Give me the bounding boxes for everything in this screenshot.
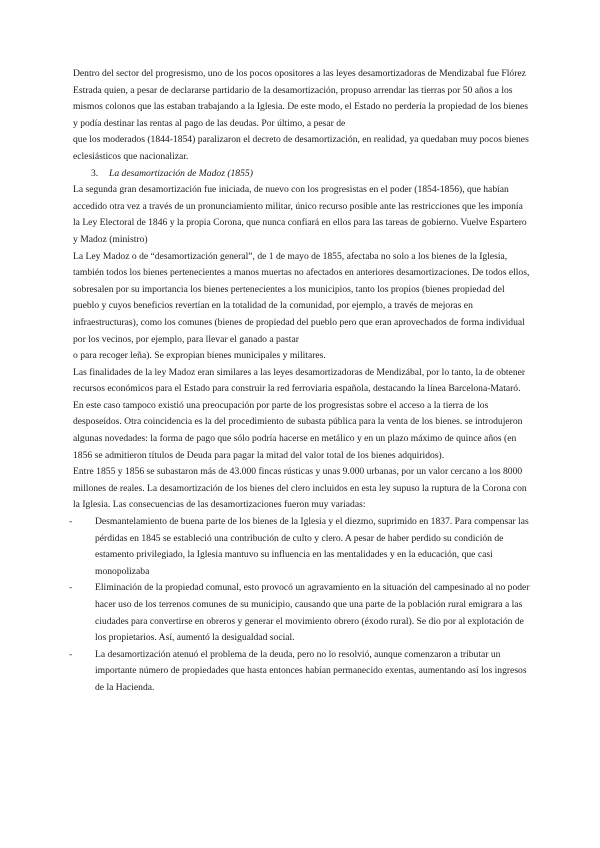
list-item-text: Desmantelamiento de buena parte de los bienes de la Iglesia y el diezmo, suprimido en 1837. Para compensar las pérdidas en 1845 se estableció una contribución de culto y clero. A pesar de haber perdido su condición de estamento privilegiado, la Iglesia mantuvo su influencia en las mentalidades y en la educación, que casi monopolizaba — [95, 516, 529, 577]
bullet-dash: - — [69, 516, 73, 528]
section-heading-number: 3. — [91, 167, 99, 179]
list-item — [69, 580, 531, 646]
list-item — [69, 514, 531, 580]
document-page — [69, 66, 531, 697]
bullet-dash: - — [69, 648, 73, 660]
paragraph-finalidades: Las finalidades de la ley Madoz eran similares a las leyes desamortizadoras de Mendizábal, por lo tanto, la de obtener recursos económicos para el Estado para construir la red ferroviaria española, destacando la línea Barcelona-Mataró. En este caso tampoco existió una preocupación por parte de los progresistas sobre el acceso a la tierra de los desposeídos. Otra coincidencia es la del procedimiento de subasta pública para la venta de los bienes. se introdujeron algunas novedades: la forma de pago que sólo podría hacerse en metálico y en un plazo máximo de quince años (en 1856 se admitieron títulos de Deuda para pagar la mitad del valor total de los bienes adquiridos). — [73, 366, 526, 461]
bullet-dash: - — [69, 582, 73, 594]
paragraph-florez-estrada: Dentro del sector del progresismo, uno de los pocos opositores a las leyes desamortizadoras de Mendizabal fue Flórez Estrada quien, a pesar de declararse partidario de la desamortización, propuso arrendar las tierras por 50 años a los mismos colonos que las estaban trabajando a la Iglesia. De este modo, el Estado no perdería la propiedad de los bienes y podía destinar las rentas al pago de las deudas. Por último, a pesar de — [73, 68, 529, 129]
consequences-list — [69, 514, 531, 697]
paragraph-lena: o para recoger leña). Se expropian bienes municipales y militares. — [73, 350, 326, 362]
section-heading — [73, 166, 531, 183]
paragraph-subastas: Entre 1855 y 1856 se subastaron más de 43.000 fincas rústicas y unas 9.000 urbanas, por un valor cercano a los 8000 millones de reales. La desamortización de los bienes del clero incluidos en esta ley supuso la ruptura de la Corona con la Iglesia. Las consecuencias de las desamortizaciones fueron muy variadas: — [73, 466, 527, 511]
paragraph-ley-madoz: La Ley Madoz o de “desamortización general”, de 1 de mayo de 1855, afectaba no solo a los bienes de la Iglesia, también todos los bienes pertenecientes a manos muertas no afectados en anteriores desamortizaciones. De todos ellos, sobresalen por su importancia los bienes pertenecientes a los municipios, tanto los propios (bienes propiedad del pueblo y cuyos beneficios revertían en la totalidad de la comunidad, por ejemplo, a través de mejoras en infraestructuras), como los comunes (bienes de propiedad del pueblo pero que eran aprovechados de forma individual por los vecinos, por ejemplo, para llevar el ganado a pastar — [73, 250, 530, 345]
list-item-text: La desamortización atenuó el problema de la deuda, pero no lo resolvió, aunque comenzaron a tributar un importante número de propiedades que hasta entonces habían permanecido exentas, aumentando así los ingresos de la Hacienda. — [95, 648, 527, 693]
section-heading-text: La desamortización de Madoz (1855) — [109, 167, 253, 179]
paragraph-moderados: que los moderados (1844-1854) paralizaron el decreto de desamortización, en realidad, ya quedaban muy pocos bienes eclesiásticos que nacionalizar. — [73, 134, 529, 162]
list-item — [69, 647, 531, 697]
paragraph-segunda-desamortizacion: La segunda gran desamortización fue iniciada, de nuevo con los progresistas en el poder (1854-1856), que habían accedido otra vez a través de un pronunciamiento militar, único recurso posible ante las restricciones que les imponía la Ley Electoral de 1846 y la propia Corona, que nunca confiará en ellos para las tareas de gobierno. Vuelve Espartero y Madoz (ministro) — [73, 184, 527, 245]
list-item-text: Eliminación de la propiedad comunal, esto provocó un agravamiento en la situación del campesinado al no poder hacer uso de los terrenos comunes de su municipio, causando que una parte de la población rural emigrara a las ciudades para convertirse en obreros y generar el movimiento obrero (éxodo rural). Se dio por al explotación de los propietarios. Así, aumentó la desigualdad social. — [95, 582, 530, 644]
